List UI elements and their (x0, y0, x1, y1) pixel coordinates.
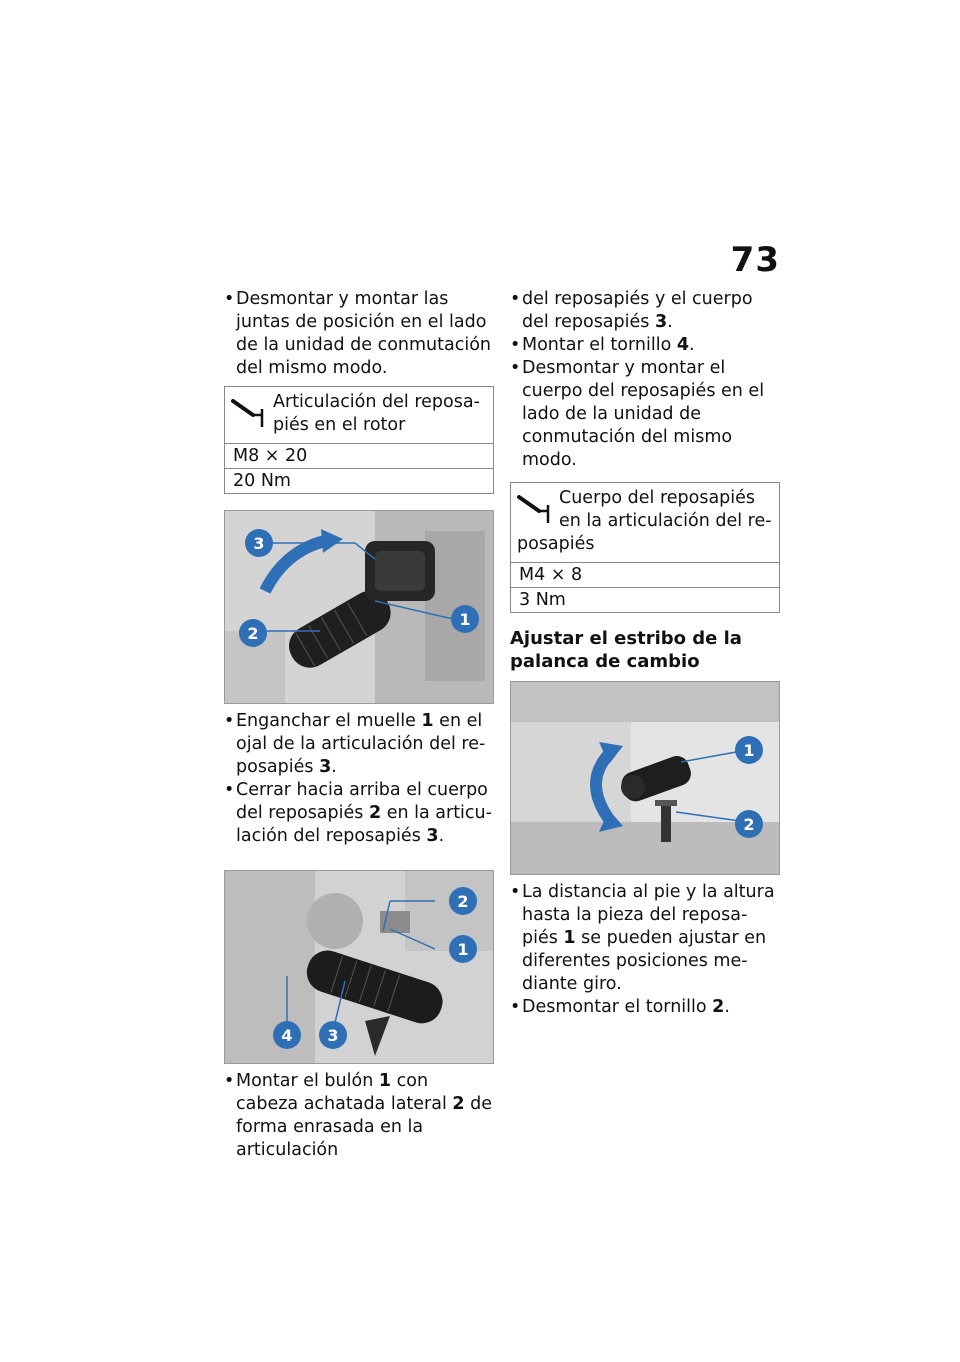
torque-header (225, 387, 493, 444)
torque-size: M4 × 8 (511, 563, 779, 588)
instruction-dismount-joints: • Desmontar y montar las juntas de posición en el lado de la unidad de conmutación del mismo modo. (224, 288, 494, 380)
torque-table-footrest-body (510, 482, 780, 613)
callout-2: 2 (743, 815, 755, 834)
torque-size: M8 × 20 (225, 444, 493, 469)
photo-shift-lever (510, 681, 780, 875)
instruction-close-footrest: • Cerrar hacia arriba el cuerpo del reposapiés 2 en la articu-lación del reposapiés 3. (224, 779, 494, 848)
page-number: 73 (730, 240, 780, 280)
callout-1: 1 (457, 940, 469, 959)
left-column (224, 288, 494, 1162)
instruction-mount-screw: • Montar el tornillo 4. (510, 334, 780, 357)
instruction-dismount-footrest-body: • Desmontar y montar el cuerpo del reposapiés en el lado de la unidad de conmutación del mismo modo. (510, 357, 780, 472)
torque-value: 20 Nm (233, 471, 291, 491)
callout-3: 3 (327, 1026, 339, 1045)
callout-2: 2 (457, 892, 469, 911)
callout-1: 1 (743, 741, 755, 760)
torque-value: 3 Nm (519, 590, 566, 610)
torque-header (511, 483, 779, 563)
callout-2: 2 (247, 624, 259, 643)
torque-title: Articulación del reposa-piés en el rotor (273, 392, 480, 435)
torque-title: Cuerpo del reposapiés en la articulación del re-posapiés (517, 488, 772, 554)
callout-4: 4 (281, 1026, 293, 1045)
callout-3: 3 (253, 534, 265, 553)
right-column (510, 288, 780, 1019)
torque-wrench-icon (517, 491, 553, 527)
torque-wrench-icon (231, 395, 267, 431)
photo-footrest-pin (224, 870, 494, 1064)
torque-table-rotor (224, 386, 494, 494)
instruction-hook-spring: • Enganchar el muelle 1 en el ojal de la articulación del re-posapiés 3. (224, 710, 494, 779)
photo-footrest-joint (224, 510, 494, 704)
callout-1: 1 (459, 610, 471, 629)
instruction-dismount-screw: • Desmontar el tornillo 2. (510, 996, 780, 1019)
instruction-continuation: • del reposapiés y el cuerpo del reposapiés 3. (510, 288, 780, 334)
instruction-adjust-distance: • La distancia al pie y la altura hasta la pieza del reposa-piés 1 se pueden ajustar en diferentes posiciones me-diante giro. (510, 881, 780, 996)
instruction-mount-pin: • Montar el bulón 1 con cabeza achatada lateral 2 de forma enrasada en la articulación (224, 1070, 494, 1162)
section-heading: Ajustar el estribo de la palanca de cambio (510, 628, 742, 672)
